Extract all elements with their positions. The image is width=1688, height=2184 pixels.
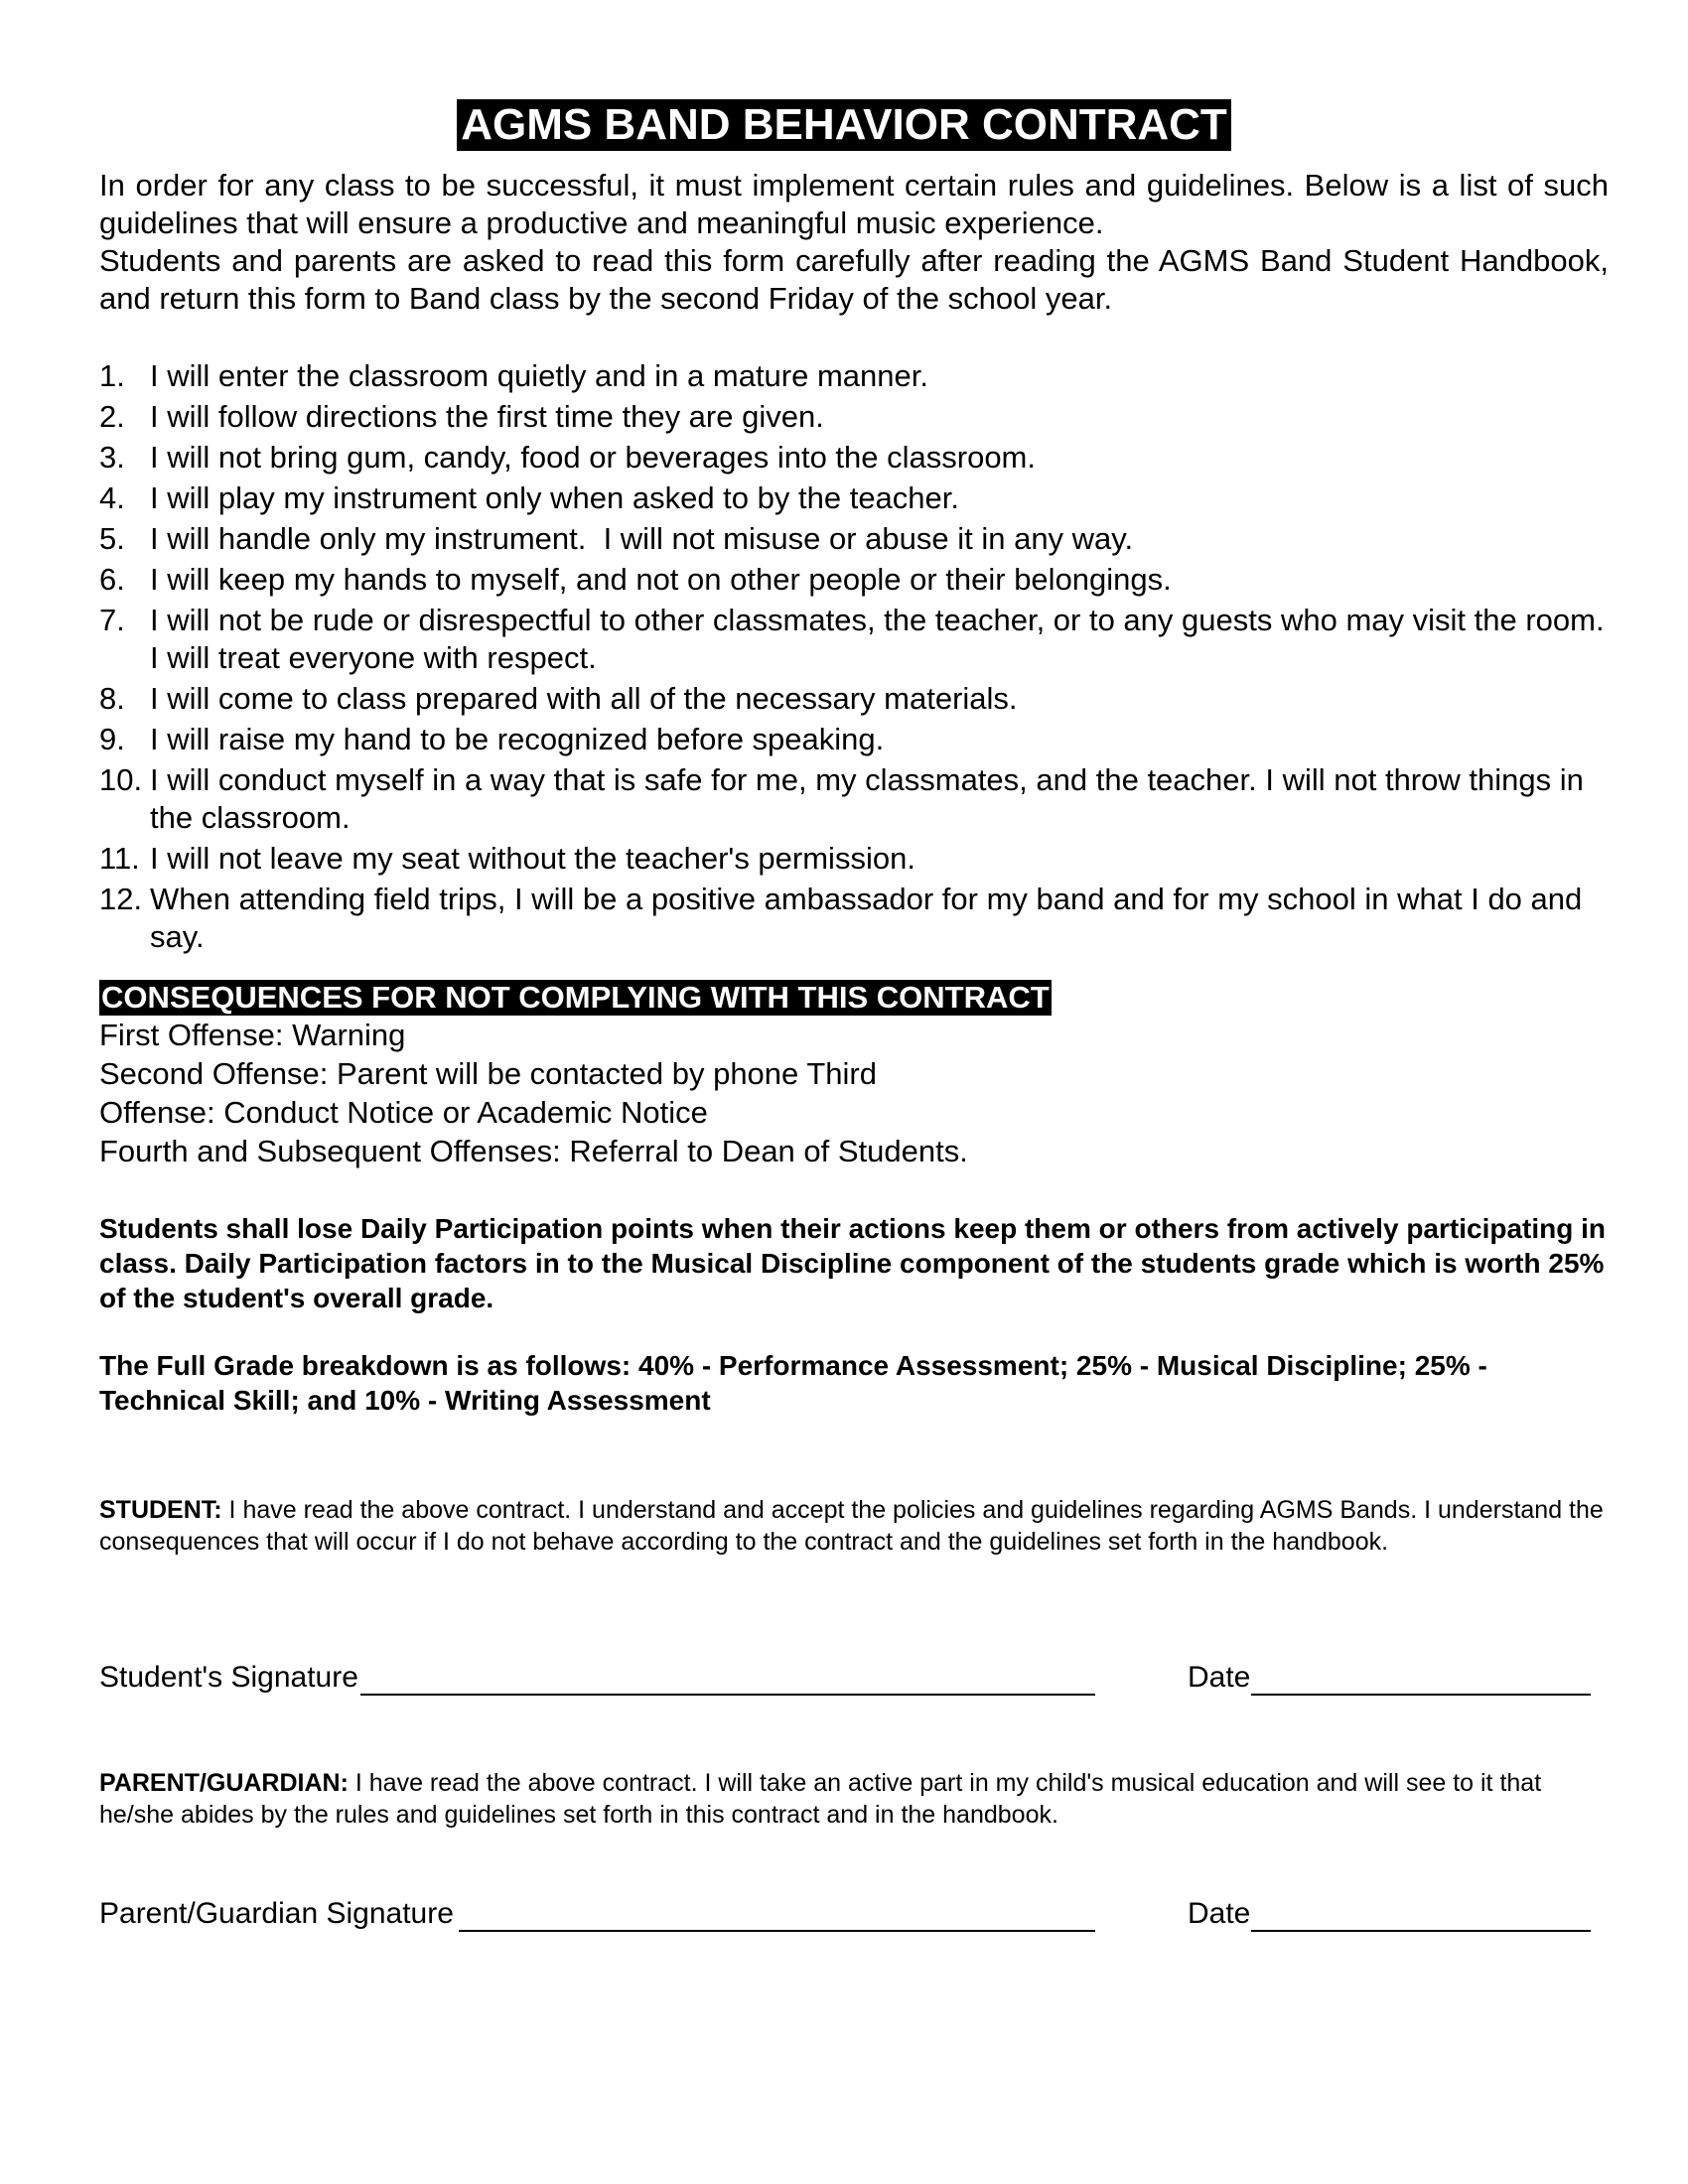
consequence-line: Second Offense: Parent will be contacted by phone Third [99,1056,877,1091]
grade-breakdown: The Full Grade breakdown is as follows: 40% - Performance Assessment; 25% - Musical Discipline; 25% - Technical Skill; and 10% - Writing Assessment [99,1350,1487,1416]
consequences-list [99,1016,1609,1170]
rule-text: I will raise my hand to be recognized before speaking. [150,722,885,756]
parent-signature-row [99,1896,1609,1936]
title-wrap [0,99,1688,151]
consequences-section [99,980,1609,1170]
rule-text: I will not bring gum, candy, food or beverages into the classroom. [150,440,1036,475]
rule-number: 2. [99,399,125,434]
parent-ack-lead: PARENT/GUARDIAN: [99,1769,349,1797]
rule-item [99,761,1609,837]
parent-signature-label: Parent/Guardian Signature [99,1897,454,1930]
rule-item [99,398,1609,436]
rule-item [99,479,1609,517]
rule-number: 12. [99,882,143,916]
intro-paragraph-1: In order for any class to be successful, it must implement certain rules and guidelines. Below is a list of such guidelines that will ensure a productive and meaningful music experience. [99,168,1609,240]
rule-text: I will keep my hands to myself, and not on other people or their belongings. [150,562,1172,597]
rule-text: I will conduct myself in a way that is safe for me, my classmates, and the teacher. I will not throw things in the classroom. [150,762,1584,835]
intro-paragraph-2: Students and parents are asked to read this form carefully after reading the AGMS Band Student Handbook, and return this form to Band class by the second Friday of the school year. [99,243,1609,316]
rule-item [99,721,1609,758]
rule-number: 8. [99,681,125,716]
rule-text: I will enter the classroom quietly and in a mature manner. [150,358,928,393]
consequence-line: Fourth and Subsequent Offenses: Referral to Dean of Students. [99,1134,968,1168]
rule-item [99,881,1609,956]
rule-item [99,602,1621,677]
rule-text: I will handle only my instrument. I will not misuse or abuse it in any way. [150,521,1134,556]
parent-acknowledgement [99,1767,1609,1831]
rule-number: 10. [99,762,143,797]
student-signature-line[interactable] [360,1694,1095,1696]
consequence-line: Offense: Conduct Notice or Academic Notice [99,1095,708,1130]
rule-item [99,840,1609,878]
rule-text: I will not leave my seat without the teacher's permission. [150,841,915,876]
rule-number: 7. [99,603,125,637]
rule-text: I will not be rude or disrespectful to other classmates, the teacher, or to any guests who may visit the room. I will treat everyone with respect. [150,603,1621,675]
student-ack-lead: STUDENT: [99,1496,222,1524]
parent-ack-text: I have read the above contract. I will take an active part in my child's musical education and will see to it that he/she abides by the rules and guidelines set forth in this contract and in the handbook. [99,1769,1542,1829]
student-date-line[interactable] [1251,1694,1591,1696]
parent-date-label: Date [1188,1897,1251,1930]
page-title: AGMS BAND BEHAVIOR CONTRACT [457,99,1231,151]
intro-section [99,167,1609,318]
rule-item [99,680,1609,718]
rule-number: 5. [99,521,125,556]
rule-number: 1. [99,358,125,393]
student-date-label: Date [1188,1661,1251,1694]
participation-note: Students shall lose Daily Participation points when their actions keep them or others from actively participating in class. Daily Participation factors in to the Musical Discipline component of the students grade which is worth 25% of the student's overall grade. [99,1213,1606,1313]
rule-text: When attending field trips, I will be a positive ambassador for my band and for my school in what I do and say. [150,882,1583,954]
consequence-line: First Offense: Warning [99,1018,406,1052]
rule-number: 11. [99,841,140,876]
rule-item [99,439,1609,477]
rule-number: 4. [99,480,125,515]
rule-number: 6. [99,562,125,597]
rule-number: 3. [99,440,125,475]
rule-text: I will follow directions the first time they are given. [150,399,824,434]
rule-item [99,561,1609,599]
consequences-heading: CONSEQUENCES FOR NOT COMPLYING WITH THIS CONTRACT [101,980,1050,1015]
rule-item [99,357,1609,395]
rule-text: I will come to class prepared with all of the necessary materials. [150,681,1018,716]
student-ack-text: I have read the above contract. I understand and accept the policies and guidelines regarding AGMS Bands. I understand the consequences that will occur if I do not behave according to the contract and the guidelines set forth in the handbook. [99,1496,1604,1556]
parent-date-line[interactable] [1251,1930,1591,1932]
parent-signature-line[interactable] [459,1930,1095,1932]
student-signature-label: Student's Signature [99,1661,358,1694]
rules-list [99,357,1621,959]
rule-number: 9. [99,722,125,756]
rule-text: I will play my instrument only when asked to by the teacher. [150,480,960,515]
student-signature-row [99,1660,1609,1700]
rule-item [99,520,1609,558]
student-acknowledgement [99,1494,1609,1558]
